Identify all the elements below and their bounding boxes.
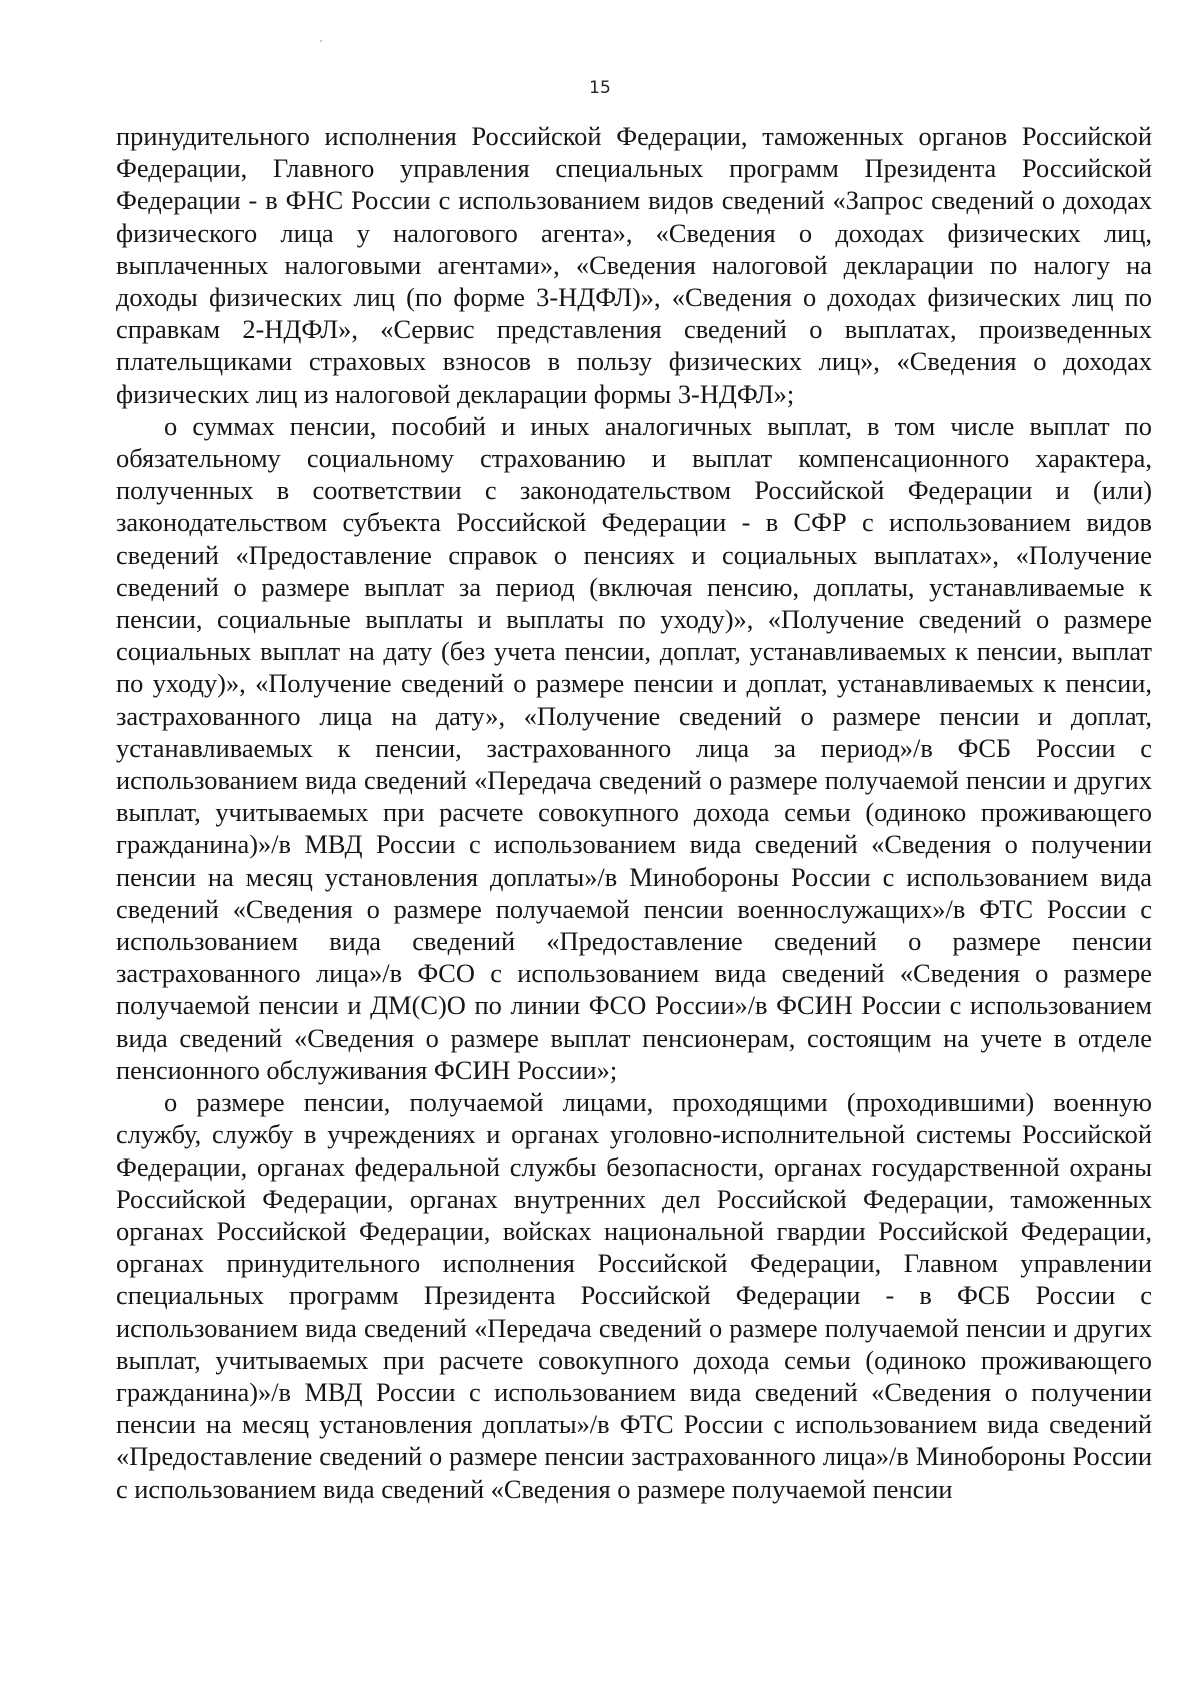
- paragraph-continuation: принудительного исполнения Российской Федерации, таможенных органов Российской Федерации, Главного управления специальных программ Президента Российской Федерации - в ФНС России с использованием видов сведений «Запрос сведений о доходах физического лица у налогового агента», «Сведения о доходах физических лиц, выплаченных налоговыми агентами», «Сведения налоговой декларации по налогу на доходы физических лиц (по форме 3-НДФЛ)», «Сведения о доходах физических лиц по справкам 2-НДФЛ», «Сервис представления сведений о выплатах, произведенных плательщиками страховых взносов в пользу физических лиц», «Сведения о доходах физических лиц из налоговой декларации формы 3-НДФЛ»;: [116, 121, 1152, 409]
- paragraph-pension-benefits: о суммах пенсии, пособий и иных аналогичных выплат, в том числе выплат по обязательному социальному страхованию и выплат компенсационного характера, полученных в соответствии с законодательством Российской Федерации и (или) законодательством субъекта Российской Федерации - в СФР с использованием видов сведений «Предоставление справок о пенсиях и социальных выплатах», «Получение сведений о размере выплат за период (включая пенсию, доплаты, устанавливаемые к пенсии, социальные выплаты и выплаты по уходу)», «Получение сведений о размере социальных выплат на дату (без учета пенсии, доплат, устанавливаемых к пенсии, выплат по уходу)», «Получение сведений о размере пенсии и доплат, устанавливаемых к пенсии, застрахованного лица на дату», «Получение сведений о размере пенсии и доплат, устанавливаемых к пенсии, застрахованного лица за период»/в ФСБ России с использованием вида сведений «Передача сведений о размере получаемой пенсии и других выплат, учитываемых при расчете совокупного дохода семьи (одиноко проживающего гражданина)»/в МВД России с использованием вида сведений «Сведения о получении пенсии на месяц установления доплаты»/в Минобороны России с использованием вида сведений «Сведения о размере получаемой пенсии военнослужащих»/в ФТС России с использованием вида сведений «Предоставление сведений о размере пенсии застрахованного лица»/в ФСО с использованием вида сведений «Сведения о размере получаемой пенсии и ДМ(С)О по линии ФСО России»/в ФСИН России с использованием вида сведений «Сведения о размере выплат пенсионерам, состоящим на учете в отделе пенсионного обслуживания ФСИН России»;: [116, 410, 1152, 1085]
- page-number: 15: [589, 78, 611, 98]
- document-body: [116, 120, 1152, 1505]
- scan-artifact: [320, 40, 322, 42]
- paragraph-military-pension: о размере пенсии, получаемой лицами, проходящими (проходившими) военную службу, службу в учреждениях и органах уголовно-исполнительной системы Российской Федерации, органах федеральной службы безопасности, органах государственной охраны Российской Федерации, органах внутренних дел Российской Федерации, таможенных органах Российской Федерации, войсках национальной гвардии Российской Федерации, органах принудительного исполнения Российской Федерации, Главном управлении специальных программ Президента Российской Федерации - в ФСБ России с использованием вида сведений «Передача сведений о размере получаемой пенсии и других выплат, учитываемых при расчете совокупного дохода семьи (одиноко проживающего гражданина)»/в МВД России с использованием вида сведений «Сведения о получении пенсии на месяц установления доплаты»/в ФТС России с использованием вида сведений «Предоставление сведений о размере пенсии застрахованного лица»/в Минобороны России с использованием вида сведений «Сведения о размере получаемой пенсии: [116, 1087, 1152, 1504]
